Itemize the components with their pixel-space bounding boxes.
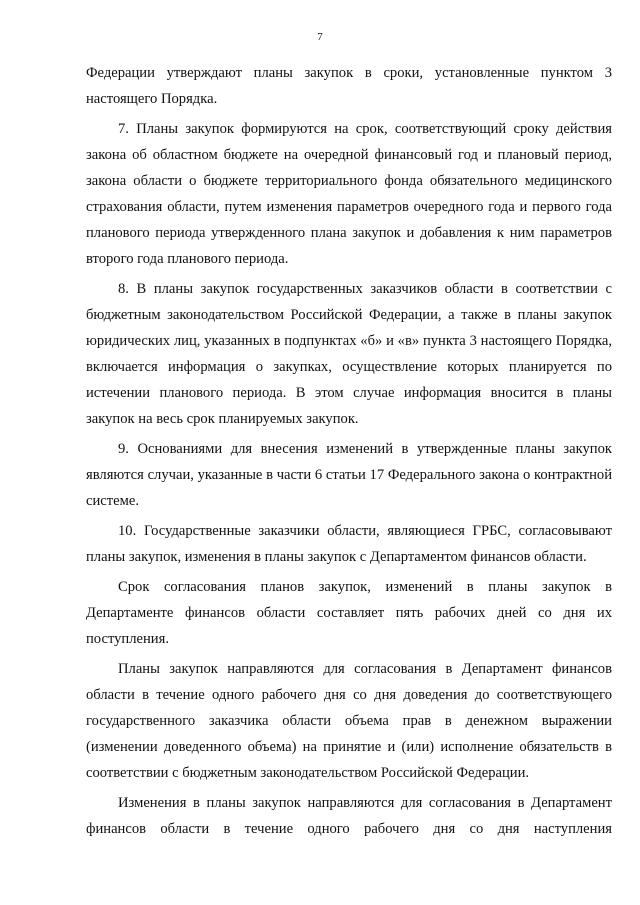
document-body: [86, 60, 612, 846]
paragraph-item-7: 7. Планы закупок формируются на срок, соответствующий сроку действия закона об областном бюджете на очередной финансовый год и плановый период, закона области о бюджете территориального фонда обязательного медицинского страхования области, путем изменения параметров очередного года и первого года планового периода утвержденного плана закупок и добавления к ним параметров второго года планового периода.: [86, 121, 612, 267]
paragraph-item-9: 9. Основаниями для внесения изменений в утвержденные планы закупок являются случаи, указанные в части 6 статьи 17 Федерального закона о контрактной системе.: [86, 441, 612, 509]
paragraph-plans-submission: Планы закупок направляются для согласования в Департамент финансов области в течение одного рабочего дня со дня доведения до соответствующего государственного заказчика области объема прав в денежном выражении (изменении доведенного объема) на принятие и (или) исполнение обязательств в соответствии с бюджетным законодательством Российской Федерации.: [86, 661, 612, 781]
paragraph-item-8: 8. В планы закупок государственных заказчиков области в соответствии с бюджетным законодательством Российской Федерации, а также в планы закупок юридических лиц, указанных в подпунктах «б» и «в» пункта 3 настоящего Порядка, включается информация о закупках, осуществление которых планируется по истечении планового периода. В этом случае информация вносится в планы закупок на весь срок планируемых закупок.: [86, 281, 612, 427]
paragraph-continuation: Федерации утверждают планы закупок в сроки, установленные пунктом 3 настоящего Порядка.: [86, 65, 612, 107]
paragraph-item-10: 10. Государственные заказчики области, являющиеся ГРБС, согласовывают планы закупок, изменения в планы закупок с Департаментом финансов области.: [86, 523, 612, 565]
paragraph-changes-submission: Изменения в планы закупок направляются для согласования в Департамент финансов области в течение одного рабочего дня со дня наступления: [86, 795, 612, 837]
page-number: 7: [317, 31, 323, 43]
paragraph-approval-term: Срок согласования планов закупок, изменений в планы закупок в Департаменте финансов области составляет пять рабочих дней со дня их поступления.: [86, 579, 612, 647]
